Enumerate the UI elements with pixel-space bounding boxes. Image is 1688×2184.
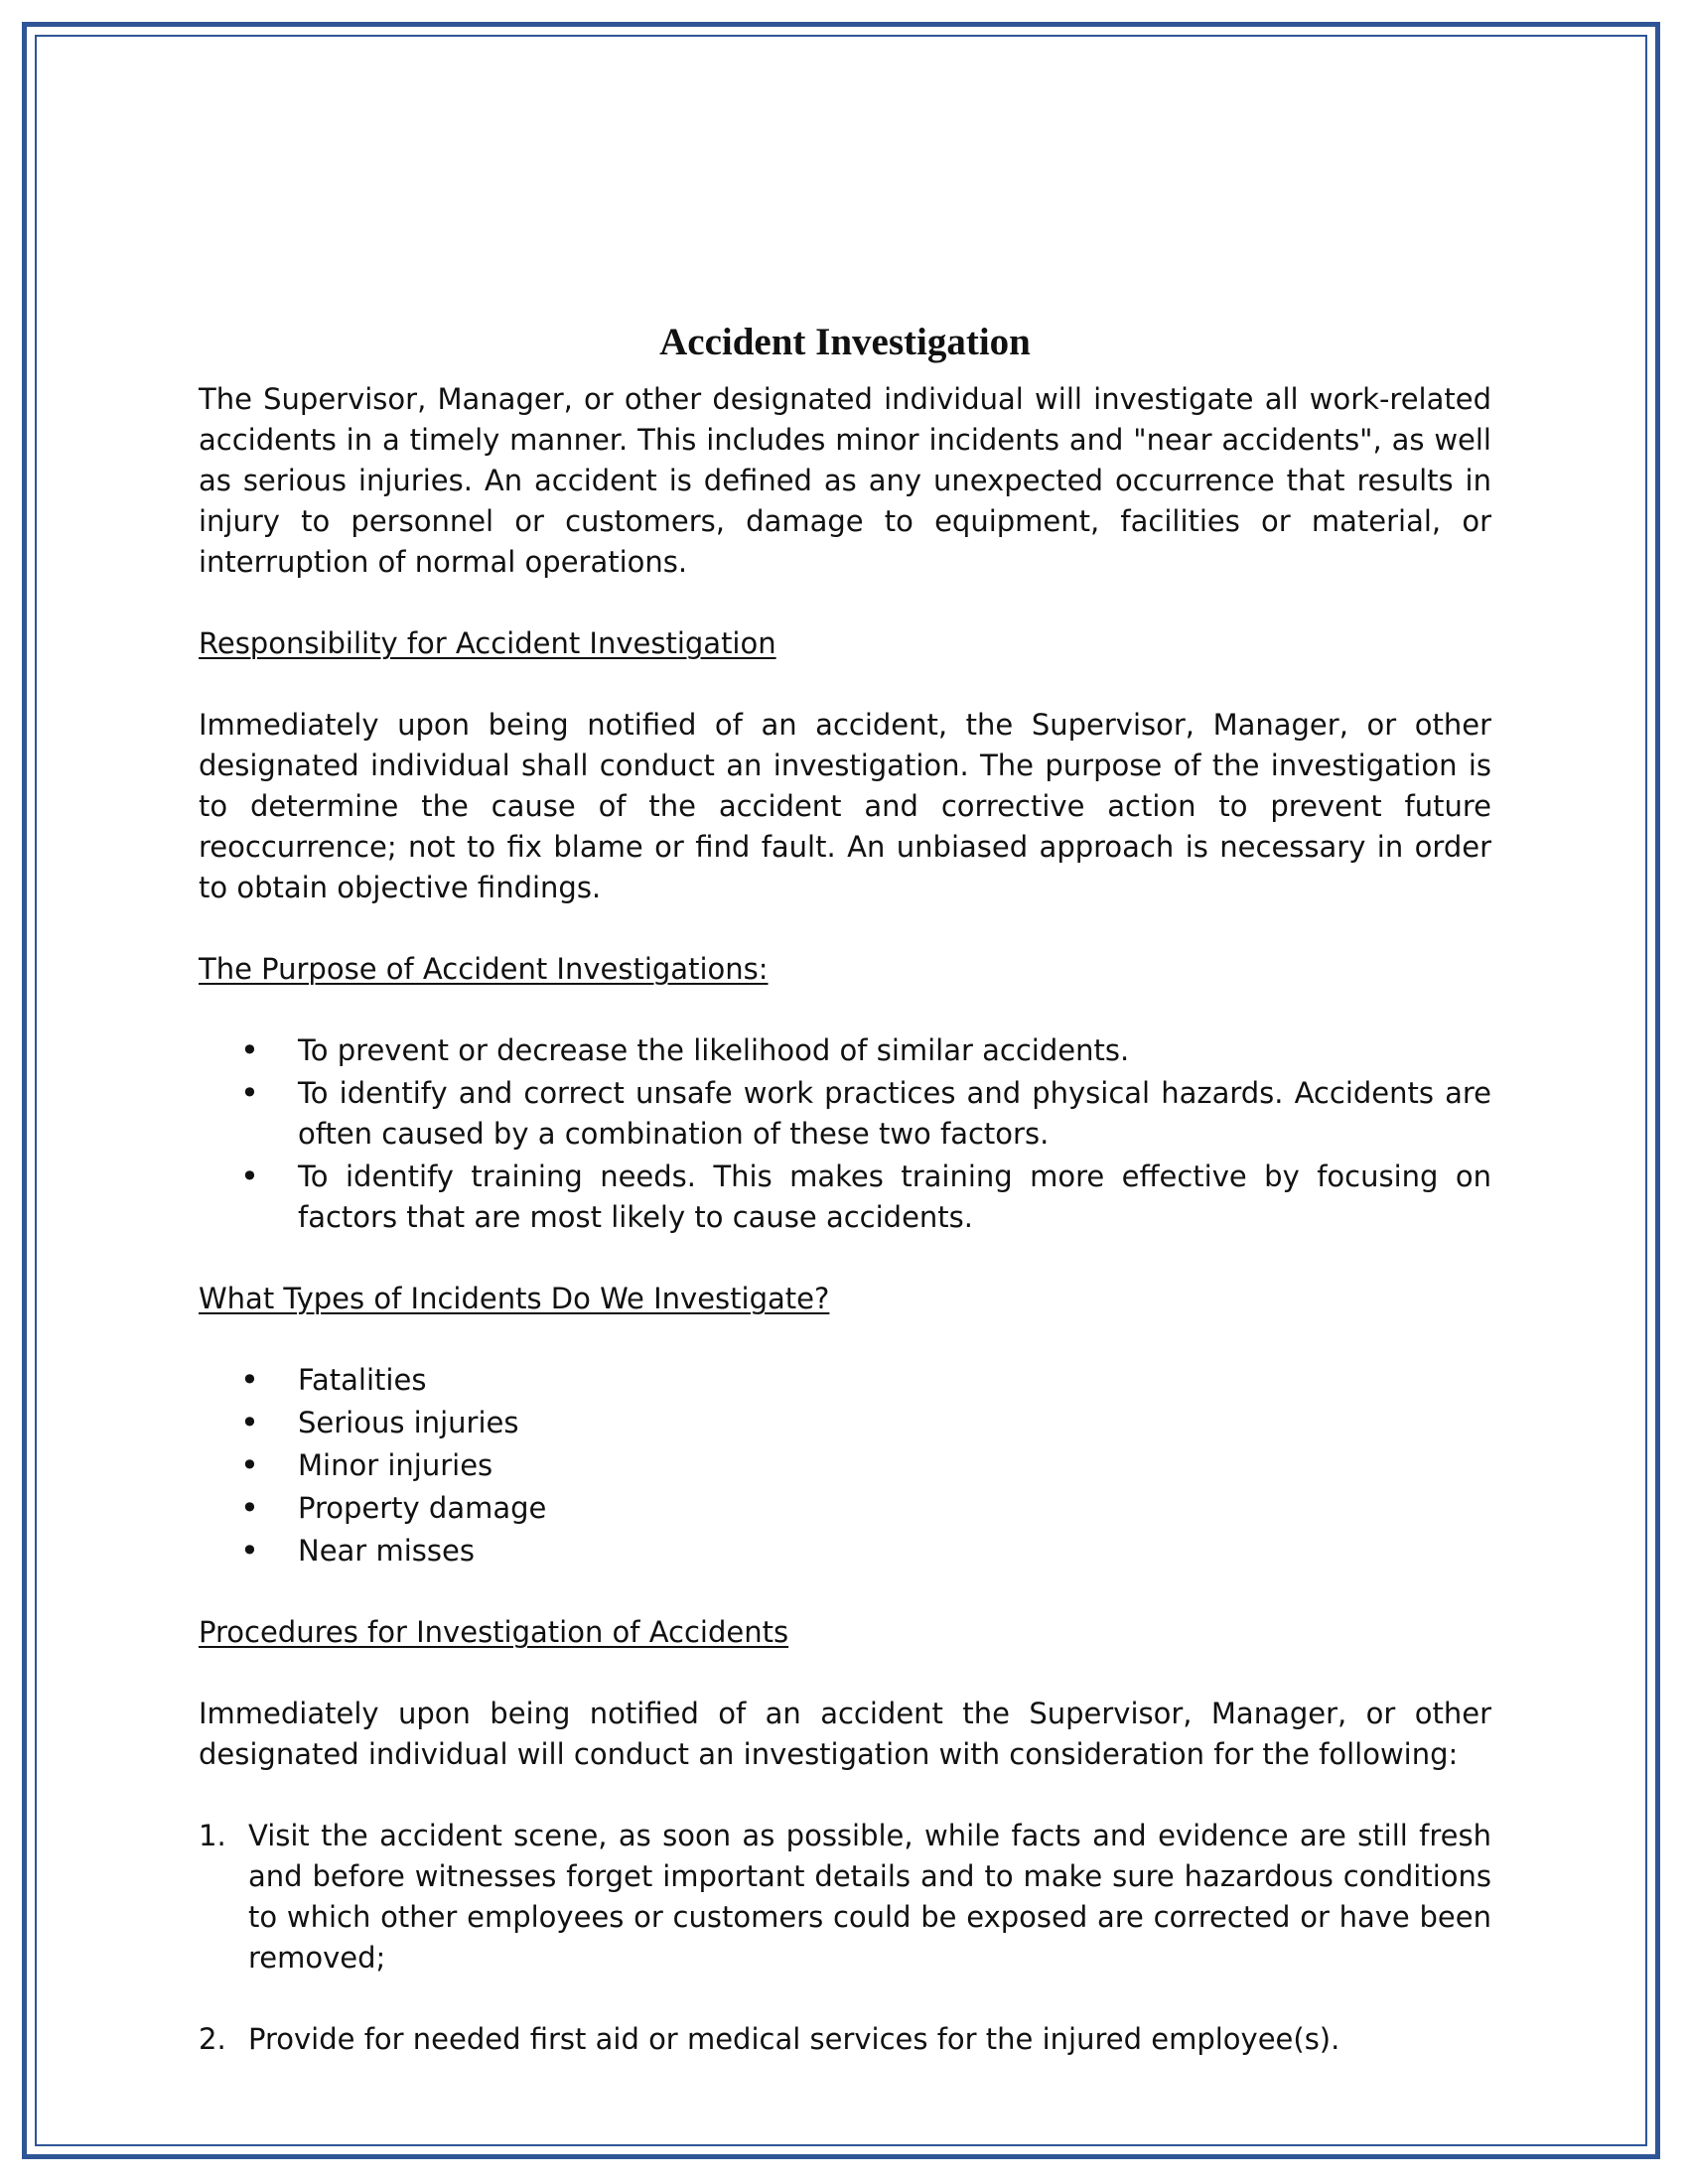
list-item: • To identify training needs. This makes training more effective by focusing on factors that are most likely to cause accidents. <box>199 1157 1491 1238</box>
section-heading-procedures: Procedures for Investigation of Accidents <box>199 1615 789 1649</box>
section-heading-purpose: The Purpose of Accident Investigations: <box>199 952 769 986</box>
list-item: • To prevent or decrease the likelihood of similar accidents. <box>199 1030 1491 1071</box>
step-number: 1. <box>199 1819 226 1852</box>
section-heading-incident-types: What Types of Incidents Do We Investigate? <box>199 1282 830 1315</box>
document-body <box>199 313 1491 2060</box>
list-item: • Property damage <box>199 1488 1491 1529</box>
step-text: Provide for needed first aid or medical services for the injured employee(s). <box>248 2022 1340 2056</box>
purpose-list <box>199 1030 1491 1238</box>
document-title: Accident Investigation <box>659 321 1031 363</box>
step-item <box>199 2019 1491 2060</box>
procedures-steps <box>199 1816 1491 2060</box>
list-item: • Minor injuries <box>199 1445 1491 1486</box>
incident-types-list <box>199 1360 1491 1571</box>
list-item: • Fatalities <box>199 1360 1491 1401</box>
section-heading-responsibility: Responsibility for Accident Investigation <box>199 626 776 660</box>
list-item: • Near misses <box>199 1531 1491 1571</box>
step-number: 2. <box>199 2022 226 2056</box>
step-item <box>199 1816 1491 1979</box>
intro-paragraph: The Supervisor, Manager, or other designated individual will investigate all work-related accidents in a timely manner. This includes minor incidents and "near accidents", as well as serious injuries. An accident is defined as any unexpected occurrence that results in injury to personnel or customers, damage to equipment, facilities or material, or interruption of normal operations. <box>199 382 1491 579</box>
list-item: • Serious injuries <box>199 1403 1491 1443</box>
step-text: Visit the accident scene, as soon as possible, while facts and evidence are still fresh and before witnesses forget important details and to make sure hazardous conditions to which other employees or customers could be exposed are corrected or have been removed; <box>248 1819 1491 1975</box>
list-item: • To identify and correct unsafe work practices and physical hazards. Accidents are often caused by a combination of these two factors. <box>199 1073 1491 1155</box>
responsibility-paragraph: Immediately upon being notified of an accident, the Supervisor, Manager, or other designated individual shall conduct an investigation. The purpose of the investigation is to determine the cause of the accident and corrective action to prevent future reoccurrence; not to fix blame or find fault. An unbiased approach is necessary in order to obtain objective findings. <box>199 708 1491 904</box>
procedures-paragraph: Immediately upon being notified of an accident the Supervisor, Manager, or other designated individual will conduct an investigation with consideration for the following: <box>199 1697 1491 1771</box>
